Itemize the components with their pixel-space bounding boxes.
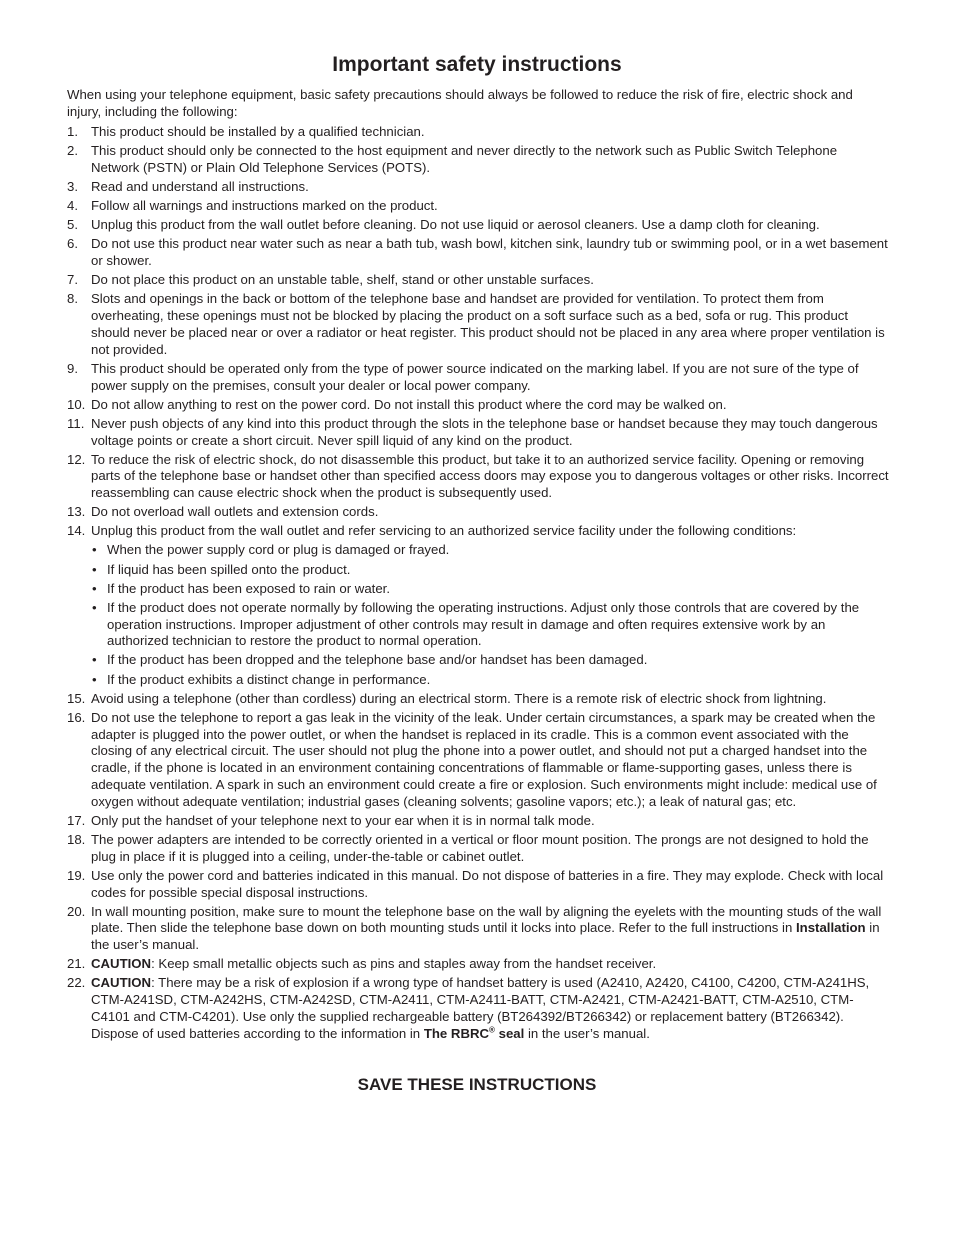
item-number: 22.	[67, 975, 86, 991]
bullet-icon: •	[92, 599, 97, 615]
list-item	[67, 832, 889, 866]
item-number: 11.	[67, 415, 85, 431]
item-text: Unplug this product from the wall outlet and refer servicing to an authorized service facility under the following conditions:	[91, 523, 797, 539]
list-item	[67, 397, 889, 414]
bullet-icon: •	[92, 652, 97, 668]
item-number: 20.	[67, 903, 86, 919]
page-title: Important safety instructions	[332, 53, 622, 76]
item-number: 9.	[67, 360, 78, 376]
item-number: 19.	[67, 867, 86, 883]
item-text: Use only the power cord and batteries indicated in this manual. Do not dispose of batteries in a fire. They may explode. Check with local codes for possible special disposal instructions.	[91, 867, 884, 900]
item-number: 21.	[67, 956, 86, 972]
item-text: in the user’s manual.	[527, 1025, 650, 1041]
item-text: This product should be operated only from the type of power source indicated on the marking label. If you are not sure of the type of power supply on the premises, consult your dealer or local power company.	[91, 360, 859, 393]
list-item	[67, 179, 889, 196]
sub-item-text: If the product does not operate normally by following the operating instructions. Adjust only those controls that are covered by the operation instructions. Improper adjustment of other controls may result in damage and often requires extensive work by an authorized technician to restore the product to normal operation.	[107, 599, 860, 649]
list-item	[67, 710, 889, 811]
list-item	[67, 868, 889, 902]
item-number: 16.	[67, 709, 86, 725]
item-number: 18.	[67, 831, 86, 847]
save-instructions-heading: SAVE THESE INSTRUCTIONS	[357, 1075, 597, 1094]
item-text: This product should only be connected to the host equipment and never directly to the network such as Public Switch Telephone Network (PSTN) or Plain Old Telephone Services (POTS).	[91, 143, 838, 175]
item-number: 2.	[67, 143, 78, 159]
item-number: 7.	[67, 272, 78, 288]
item-text: Never push objects of any kind into this product through the slots in the telephone base or handset because they may touch dangerous voltage points or create a short circuit. Never spill liquid of any kind on the product.	[91, 415, 878, 448]
caution-label: CAUTION	[91, 975, 152, 991]
list-item	[67, 904, 889, 954]
intro-paragraph: When using your telephone equipment, basic safety precautions should always be followed to reduce the risk of fire, electric shock and injury, including the following:	[67, 87, 853, 119]
item-text: This product should be installed by a qualified technician.	[91, 124, 425, 139]
list-item	[67, 217, 889, 234]
sub-item-text: If the product exhibits a distinct change in performance.	[107, 671, 431, 687]
item-number: 3.	[67, 178, 78, 194]
seal-label: seal	[498, 1025, 525, 1041]
item-number: 13.	[67, 504, 86, 520]
sub-list-item	[91, 600, 889, 650]
list-item	[67, 416, 889, 450]
list-item	[67, 198, 889, 215]
sub-item-text: If liquid has been spilled onto the product.	[107, 561, 351, 577]
sub-list-item	[91, 581, 889, 598]
item-text: Follow all warnings and instructions marked on the product.	[91, 198, 438, 214]
item-text: To reduce the risk of electric shock, do not disassemble this product, but take it to an authorized service facility. Opening or removing parts of the telephone base or handset other than specified access doors may expose you to dangerous voltages or other risks. Incorrect reassembling can cause electric shock when the product is subsequently used.	[91, 451, 889, 501]
item-text: Read and understand all instructions.	[91, 178, 309, 194]
item-text: Only put the handset of your telephone next to your ear when it is in normal talk mode.	[91, 812, 595, 828]
item-number: 10.	[67, 396, 86, 412]
sub-list-item	[91, 652, 889, 669]
list-item	[67, 523, 889, 688]
sub-item-text: If the product has been dropped and the telephone base and/or handset has been damaged.	[107, 652, 648, 668]
sub-list-item	[91, 542, 889, 559]
item-text: in the user’s manual.	[91, 920, 880, 953]
item-text: : Keep small metallic objects such as pins and staples away from the handset receiver.	[151, 956, 657, 972]
service-conditions-list	[91, 542, 889, 688]
list-item	[67, 691, 889, 708]
sub-item-text: When the power supply cord or plug is damaged or frayed.	[107, 542, 450, 558]
item-number: 1.	[67, 124, 78, 139]
item-number: 5.	[67, 217, 78, 233]
list-item	[67, 956, 889, 973]
list-item	[67, 361, 889, 395]
list-item	[67, 124, 889, 141]
registered-mark: ®	[489, 1025, 495, 1035]
item-text: Do not overload wall outlets and extension cords.	[91, 504, 379, 520]
item-text: Do not use this product near water such as near a bath tub, wash bowl, kitchen sink, laundry tub or swimming pool, or in a wet basement or shower.	[91, 236, 888, 269]
bullet-icon: •	[92, 542, 97, 558]
list-item	[67, 236, 889, 270]
item-number: 17.	[67, 812, 86, 828]
item-text: Do not place this product on an unstable table, shelf, stand or other unstable surfaces.	[91, 272, 594, 288]
item-text: Avoid using a telephone (other than cordless) during an electrical storm. There is a remote risk of electric shock from lightning.	[91, 690, 827, 706]
item-text: Slots and openings in the back or bottom of the telephone base and handset are provided for ventilation. To protect them from overheating, these openings must not be blocked by placing the product on a soft surface such as a bed, sofa or rug. This product should never be placed near or over a radiator or heat register. This product should not be placed in any area where proper ventilation is not provided.	[91, 291, 885, 357]
item-text: Do not use the telephone to report a gas leak in the vicinity of the leak. Under certain circumstances, a spark may be created when the adapter is plugged into the power outlet, or when the handset is replaced in its cradle. This is a common event associated with the closing of any electrical circuit. The user should not plug the phone into a power outlet, and should not put a charged handset into the cradle, if the phone is located in an environment containing concentrations of flammable or flame-supporting gases, unless there is adequate ventilation. A spark in such an environment could create a fire or explosion. Such environments might include: medical use of oxygen without adequate ventilation; industrial gases (cleaning solvents; gasoline vapors; etc.); a leak of natural gas; etc.	[91, 709, 877, 809]
caution-label: CAUTION	[91, 956, 152, 972]
bullet-icon: •	[92, 671, 97, 687]
item-text: Unplug this product from the wall outlet before cleaning. Do not use liquid or aerosol cleaners. Use a damp cloth for cleaning.	[91, 217, 820, 233]
sub-list-item	[91, 672, 889, 689]
item-number: 14.	[67, 523, 86, 539]
list-item	[67, 272, 889, 289]
item-text: In wall mounting position, make sure to mount the telephone base on the wall by aligning the eyelets with the mounting studs of the wall plate. Then slide the telephone base down on both mounting studs until it locks into place. Refer to the full instructions in	[91, 903, 882, 936]
bullet-icon: •	[92, 561, 97, 577]
sub-list-item	[91, 562, 889, 579]
item-number: 8.	[67, 291, 78, 307]
item-text: The power adapters are intended to be correctly oriented in a vertical or floor mount position. The prongs are not designed to hold the plug in place if it is plugged into a ceiling, under-the-table or cabinet outlet.	[91, 831, 869, 864]
list-item	[67, 452, 889, 502]
bullet-icon: •	[92, 580, 97, 596]
item-text: Do not allow anything to rest on the power cord. Do not install this product where the cord may be walked on.	[91, 396, 727, 412]
safety-instructions-list	[67, 124, 889, 1045]
list-item	[67, 975, 889, 1042]
installation-reference: Installation	[796, 920, 866, 936]
item-number: 15.	[67, 690, 86, 706]
list-item	[67, 143, 889, 177]
rbrc-reference	[424, 1026, 524, 1041]
list-item	[67, 813, 889, 830]
list-item	[67, 291, 889, 358]
item-text: : There may be a risk of explosion if a wrong type of handset battery is used (A2410, A2420, C4100, C4200, CTM-A241HS, CTM-A241SD, CTM-A242HS, CTM-A242SD, CTM-A2411, CTM-A2411-BATT, CTM-A2421, CTM-A2421-BATT, CTM-A2510, CTM-C4101 and CTM-C4201). Use only the supplied rechargeable battery (BT264392/BT266342) or replacement battery (BT266342). Dispose of used batteries according to the information in	[91, 975, 870, 1041]
item-number: 12.	[67, 451, 86, 467]
list-item	[67, 504, 889, 521]
item-number: 4.	[67, 198, 78, 214]
sub-item-text: If the product has been exposed to rain or water.	[107, 580, 390, 596]
rbrc-label: The RBRC	[423, 1025, 490, 1041]
item-number: 6.	[67, 236, 78, 252]
